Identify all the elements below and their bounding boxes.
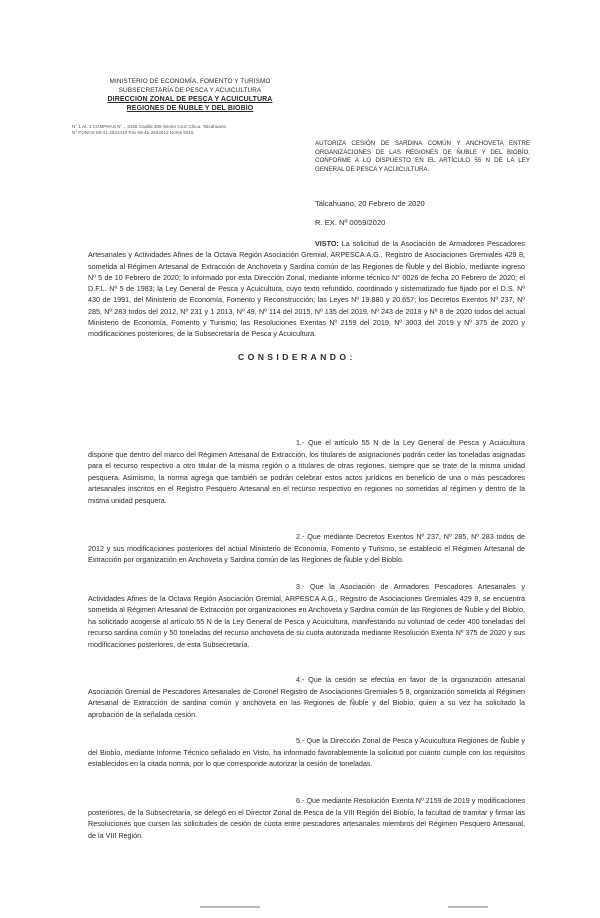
considerando-paragraph-6: 6.- Que mediante Resolución Exenta Nº 2159 de 2019 y modificaciones posteriores, de la Subsecretaría, se delegó en el Director Zonal de Pesca de la VIII Región del Biobío, la facultad de tramitar y firmar las Resoluciones que cursen las solicitudes de cesión de cuota entre pescadores artesanales miembros del Régimen Pesquero Artesanal, de la VIII Región. [88, 796, 525, 840]
considerando-paragraph-4: 4.- Que la cesión se efectúa en favor de la organización artesanal Asociación Gremial de Pescadores Artesanales de Coronel Registro de Asociaciones Gremiales 5 8, organización sometida al Régimen Artesanal de Extracción de sardina común y anchoveta en las Regiones de Ñuble y del Biobío, quien a su vez ha solicitado la aprobación de la señalada cesión. [88, 675, 525, 719]
considerando-heading: CONSIDERANDO: [238, 352, 356, 362]
considerando-paragraph-2: 2.- Que mediante Decretos Exentos Nº 237, Nº 285, Nº 283 todos de 2012 y sus modificaciones posteriores del actual Ministerio de Economía, Fomento y Turismo, se estableció el Régimen Artesanal de Extracción por organización en Anchoveta y Sardina común de las Regiones de Ñuble y del Biobío. [88, 532, 525, 565]
institution-header [70, 77, 310, 113]
page-footer-marks [200, 906, 540, 912]
address-line-2: N° FONOS 56-41-2522410 Fax 56-41-2522412 Nores 5515 [72, 130, 194, 135]
header-address [72, 124, 302, 136]
considerando-paragraph-5: 5.- Que la Dirección Zonal de Pesca y Acuicultura Regiones de Ñuble y del Biobío, mediante Informe Técnico señalado en Visto, ha informado favorablemente la solicitud por cuanto cumple con los requisitos establecidos en la citada norma, por lo que corresponde autorizar la cesión de toneladas. [88, 736, 525, 769]
visto-label: VISTO: [315, 239, 339, 248]
considerando-paragraph-1: 1.- Que el artículo 55 N de la Ley General de Pesca y Acuicultura dispone que dentro del marco del Régimen Artesanal de Extracción, los titulares de asignaciones podrán ceder las toneladas asignadas para el recurso respectivo a otro titular de la misma región o a titulares de otras regiones, siempre que se trate de la misma unidad pesquera. Asimismo, la norma agrega que también se podrán celebrar estos actos jurídicos en beneficio de una o más pescadores artesanales inscritos en el Registro Pesquero Artesanal en el recurso respectivo en regiones no sometidas al régimen y dentro de la misma unidad pesquera. [88, 438, 525, 505]
visto-paragraph [88, 238, 525, 339]
footer-mark-left [200, 906, 260, 908]
resolution-date: Talcahuano, 20 Febrero de 2020 [315, 199, 425, 208]
header-regiones: REGIONES DE ÑUBLE Y DEL BIOBÍO [126, 105, 254, 112]
header-subsecretaria: SUBSECRETARÍA DE PESCA Y ACUICULTURA [118, 87, 262, 94]
considerando-paragraph-3: 3.- Que la Asociación de Armadores Pescadores Artesanales y Actividades Afines de la Octava Región Asociación Gremial, ARPESCA A.G., Registro de Asociaciones Gremiales 429 8, se encuentra sometida al Régimen Artesanal de Extracción por organizaciones en Anchoveta y Sardina común de las Regiones de Ñuble y del Biobío, ha solicitado acogerse al artículo 55 N de la Ley General de Pesca y Acuicultura, manifestando su voluntad de ceder 400 toneladas del recurso sardina común y 50 toneladas del recurso anchoveta de su cuota autorizada mediante Resolución Exenta Nº 375 de 2020 y sus modificaciones posteriores, de esta Subsecretaría. [88, 582, 525, 649]
visto-text: La solicitud de la Asociación de Armadores Pescadores Artesanales y Actividades Afines de la Octava Región Asociación Gremial, ARPESCA A.G., Registro de Asociaciones Gremiales 429 8, sometida al Régimen Artesanal de Extracción de Anchoveta y Sardina común de las Regiones de Ñuble y del Biobío, mediante ingreso Nº 5 de 10 Febrero de 2020; lo informado por esta Dirección Zonal, mediante informe técnico N° 0026 de fecha 20 Febrero de 2020; el D.F.L. Nº 5 de 1983; la Ley General de Pesca y Acuicultura, cuyo texto refundido, coordinado y sistematizado fue fijado por el D.S. Nº 430 de 1991, del Ministerio de Economía, Fomento y Reconstrucción; las Leyes Nº 19.880 y 20.657; los Decretos Exentos Nº 237, Nº 285, Nº 283 todos del 2012, Nº 231 y 1 2013, Nº 49, Nº 114 del 2015, Nº 135 del 2019, Nº 243 de 2019 y Nº 8 de 2020 todos del actual Ministerio de Economía, Fomento y Turismo; las Resoluciones Exentas Nº 2159 del 2019, Nº 3003 del 2019 y Nº 375 de 2020 y modificaciones posteriores, de la Subsecretaría de Pesca y Acuicultura. [88, 239, 525, 338]
resolution-number: R. EX. Nº 0059/2020 [315, 218, 386, 227]
address-line-1: N° 1 AL 1 COMPRAS N°... 8186 Casilla 305 Sector Cruz Chica, Talcahuano [72, 124, 227, 129]
resolution-subject: AUTORIZA CESIÓN DE SARDINA COMÚN Y ANCHOVETA ENTRE ORGANIZACIONES DE LAS REGIONES DE ÑUBLE Y DEL BIOBÍO, CONFORME A LO DISPUESTO EN EL ARTÍCULO 55 N DE LA LEY GENERAL DE PESCA Y ACUICULTURA. [315, 140, 530, 173]
footer-mark-right [448, 906, 488, 908]
header-ministry: MINISTERIO DE ECONOMÍA, FOMENTO Y TURISMO [109, 78, 271, 85]
header-direccion-zonal: DIRECCIÓN ZONAL DE PESCA Y ACUICULTURA [107, 96, 273, 103]
